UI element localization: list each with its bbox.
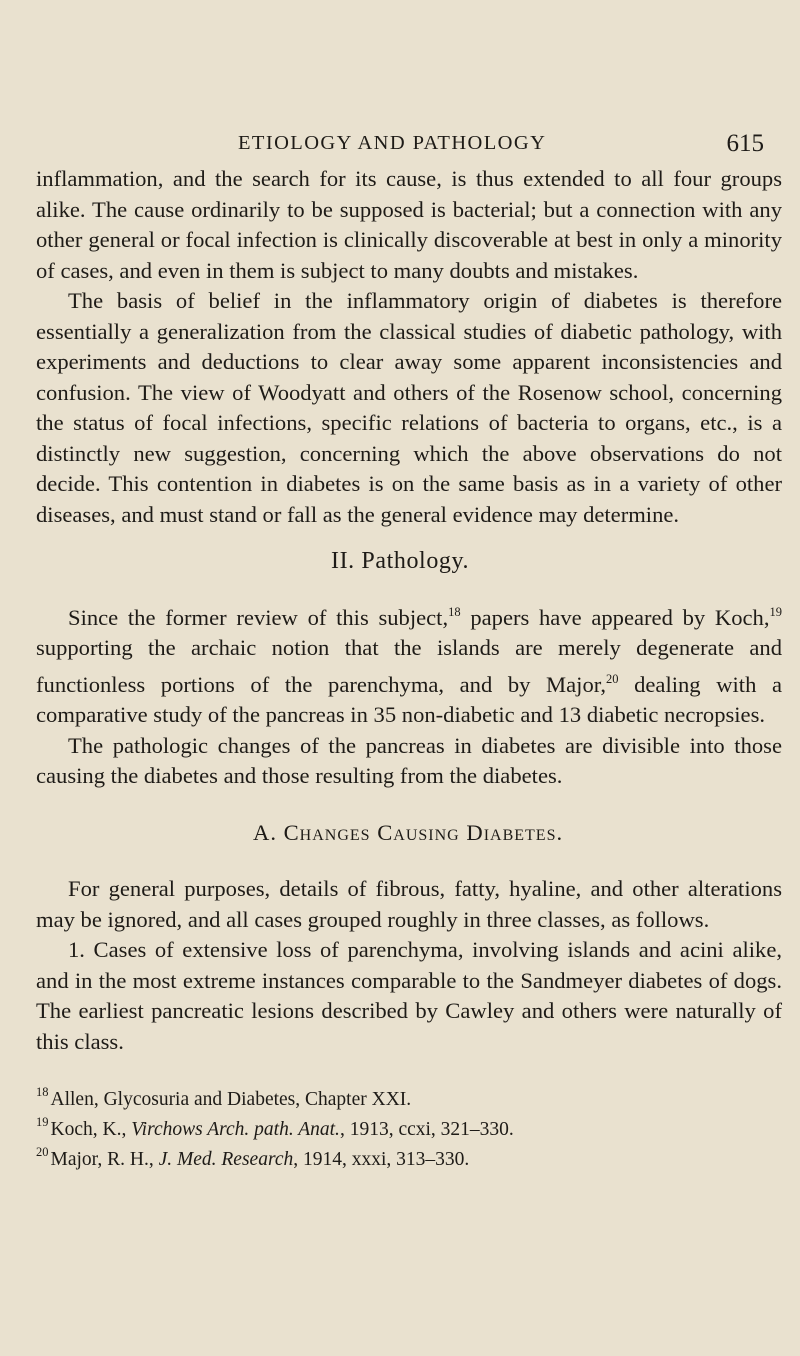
- footnote-text: , 1914, xxxi, 313–330.: [293, 1149, 470, 1170]
- journal-title: Virchows Arch. path. Anat.: [131, 1119, 340, 1140]
- page-body: [36, 164, 782, 1171]
- footnote-text: , 1913, ccxi, 321–330.: [339, 1119, 514, 1140]
- journal-title: J. Med. Research: [158, 1149, 294, 1170]
- text-run: supporting the archaic notion that the islands are merely degenerate and functionless portions of the parenchyma, and by Major,: [36, 635, 782, 697]
- page-number: 615: [726, 130, 764, 157]
- footnote-number: 20: [36, 1145, 49, 1159]
- subsection-heading: A. Changes Causing Diabetes.: [253, 819, 564, 845]
- paragraph: 1. Cases of extensive loss of parenchyma, involving islands and acini alike, and in the most extreme instances comparable to the Sandmeyer diabetes of dogs. The earliest pancreatic lesions described by Cawley and others were naturally of this class.: [36, 937, 782, 1054]
- footnote-text: Allen, Glycosuria and Diabetes, Chapter XXI.: [50, 1089, 412, 1110]
- footnote-ref: 19: [769, 604, 782, 619]
- footnote: [36, 1081, 782, 1111]
- footnote-ref: 18: [448, 604, 461, 619]
- paragraph: For general purposes, details of fibrous, fatty, hyaline, and other alterations may be ignored, and all cases grouped roughly in three classes, as follows.: [36, 876, 782, 932]
- footnote: [36, 1141, 782, 1171]
- footnote-text: Koch, K.,: [50, 1119, 132, 1140]
- text-run: dealing with a comparative study of the pancreas in 35 non-diabetic and 13 diabetic necropsies.: [36, 671, 782, 727]
- footnote-number: 19: [36, 1115, 49, 1129]
- footnote-number: 18: [36, 1085, 49, 1099]
- paragraph: The basis of belief in the inflammatory origin of diabetes is therefore essentially a generalization from the classical studies of diabetic pathology, with experiments and deductions to clear away some apparent inconsistencies and confusion. The view of Woodyatt and others of the Rosenow school, concerning the status of focal infections, specific relations of bacteria to organs, etc., is a distinctly new suggestion, concerning which the above observations do not decide. This contention in diabetes is on the same basis as in a variety of other diseases, and must stand or fall as the general evidence may determine.: [36, 288, 782, 527]
- running-header: [0, 132, 800, 162]
- paragraph: The pathologic changes of the pancreas in diabetes are divisible into those causing the diabetes and those resulting from the diabetes.: [36, 732, 782, 788]
- paragraph: [36, 597, 782, 731]
- footnote: [36, 1111, 782, 1141]
- running-title: ETIOLOGY AND PATHOLOGY: [238, 132, 547, 154]
- paragraph: inflammation, and the search for its cause, is thus extended to all four groups alike. The cause ordinarily to be supposed is bacterial; but a connection with any other general or focal infection is clinically discoverable at best in only a minority of cases, and even in them is subject to many doubts and mistakes.: [36, 166, 782, 283]
- footnote-ref: 20: [606, 671, 619, 686]
- footnote-text: Major, R. H.,: [50, 1149, 159, 1170]
- section-heading: II. Pathology.: [331, 548, 470, 574]
- footnotes: [36, 1081, 782, 1171]
- text-run: papers have appeared by Koch,: [460, 604, 770, 630]
- text-run: Since the former review of this subject,: [68, 604, 449, 630]
